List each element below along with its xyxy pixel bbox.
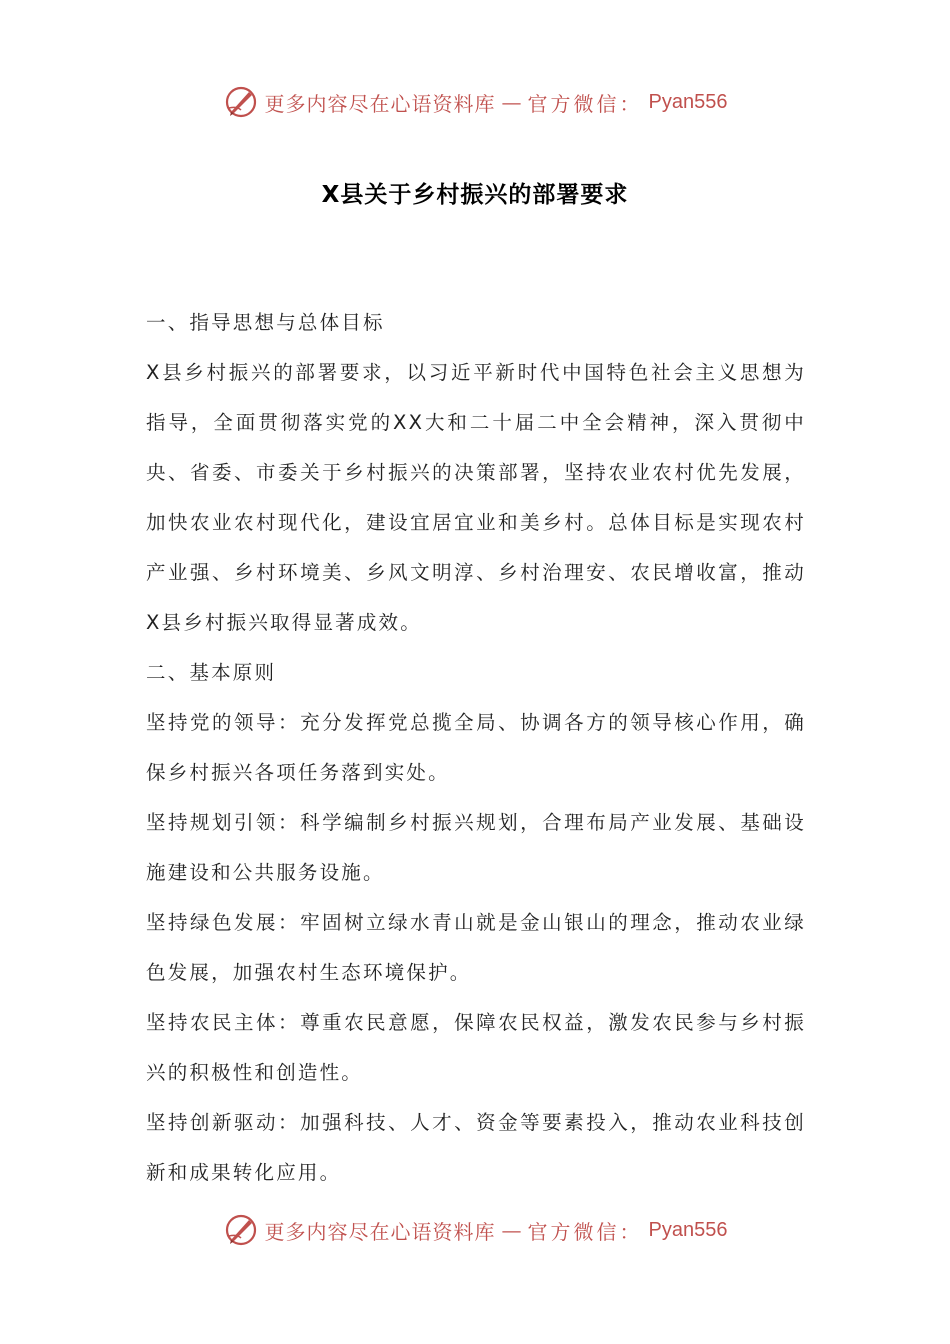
body-paragraph: X县乡村振兴的部署要求，以习近平新时代中国特色社会主义思想为指导，全面贯彻落实党的XX大和二十届二中全会精神，深入贯彻中央、省委、市委关于乡村振兴的决策部署，坚持农业农村优先发展，加快农业农村现代化，建设宜居宜业和美乡村。总体目标是实现农村产业强、乡村环境美、乡风文明淳、乡村治理安、农民增收富，推动X县乡村振兴取得显著成效。: [146, 361, 806, 634]
banner-dash: —: [501, 1218, 522, 1242]
banner-main-text: 更多内容尽在心语资料库: [264, 91, 496, 116]
document-title: X县关于乡村振兴的部署要求: [321, 182, 629, 208]
section-heading-1: 一、指导思想与总体目标: [146, 311, 385, 334]
principle-paragraph: 坚持规划引领：科学编制乡村振兴规划，合理布局产业发展、基础设施建设和公共服务设施。: [146, 811, 806, 884]
quill-pen-circle-icon: [223, 84, 259, 120]
banner-official-label: 官方微信：: [527, 91, 643, 116]
footer-watermark-banner: [0, 1210, 950, 1250]
principle-paragraph: 坚持党的领导：充分发挥党总揽全局、协调各方的领导核心作用，确保乡村振兴各项任务落到实处。: [146, 711, 806, 784]
header-watermark-banner: [0, 82, 950, 122]
banner-dash: —: [501, 90, 522, 114]
document-body: [146, 298, 806, 1198]
quill-pen-circle-icon: [223, 1212, 259, 1248]
principle-paragraph: 坚持创新驱动：加强科技、人才、资金等要素投入，推动农业科技创新和成果转化应用。: [146, 1111, 806, 1184]
banner-official-label: 官方微信：: [527, 1219, 643, 1244]
banner-wechat-handle: Pyan556: [648, 90, 728, 113]
section-heading-2: 二、基本原则: [146, 661, 277, 684]
principle-paragraph: 坚持农民主体：尊重农民意愿，保障农民权益，激发农民参与乡村振兴的积极性和创造性。: [146, 1011, 806, 1084]
banner-wechat-handle: Pyan556: [648, 1218, 728, 1241]
principle-paragraph: 坚持绿色发展：牢固树立绿水青山就是金山银山的理念，推动农业绿色发展，加强农村生态环境保护。: [146, 911, 806, 984]
banner-main-text: 更多内容尽在心语资料库: [264, 1219, 496, 1244]
